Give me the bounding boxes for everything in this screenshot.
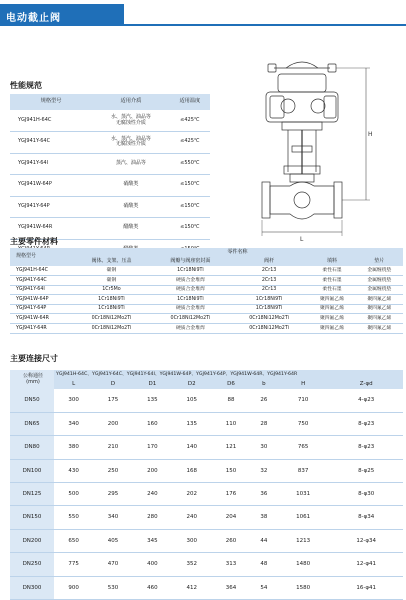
cell-dimension: 295 bbox=[93, 483, 132, 506]
cell-dimension: 26 bbox=[251, 389, 277, 412]
table-row bbox=[10, 576, 403, 599]
parts-section-title: 主要零件材料 bbox=[10, 237, 58, 246]
table-row bbox=[10, 285, 403, 295]
cell-nominal-diameter: DN150 bbox=[10, 506, 54, 529]
cell-dimension: 160 bbox=[133, 412, 172, 435]
performance-header-row bbox=[10, 94, 210, 110]
cell-dimension: 38 bbox=[251, 506, 277, 529]
table-row bbox=[10, 304, 403, 314]
cell-medium: 醋酸类 bbox=[92, 218, 170, 240]
cell-medium: 水、蒸汽、油品等 无腐蚀性介质 bbox=[92, 132, 170, 154]
cell-dimension: 1061 bbox=[277, 506, 329, 529]
col-dim-3: D2 bbox=[172, 379, 211, 389]
cell-medium: 硝酸类 bbox=[92, 175, 170, 197]
table-row bbox=[10, 483, 403, 506]
col-dim-4: D6 bbox=[211, 379, 250, 389]
page-title: 电动截止阀 bbox=[6, 13, 61, 24]
cell-dimension: 202 bbox=[172, 483, 211, 506]
cell-dimension: 412 bbox=[172, 576, 211, 599]
col-temperature: 适用温度 bbox=[170, 94, 210, 110]
cell-medium: 蒸汽、油品等 bbox=[92, 153, 170, 175]
valve-drawing bbox=[216, 48, 392, 244]
col-dim-6: H bbox=[277, 379, 329, 389]
col-dim-5: b bbox=[251, 379, 277, 389]
cell-sealing: 1Cr18Ni9Ti bbox=[151, 295, 230, 305]
cell-sealing: 硬质合金堆焊 bbox=[151, 324, 230, 334]
cell-body: 碳钢 bbox=[72, 276, 151, 286]
cell-dimension: 1580 bbox=[277, 576, 329, 599]
cell-nominal-diameter: DN250 bbox=[10, 553, 54, 576]
cell-dimension: 460 bbox=[133, 576, 172, 599]
cell-dimension: 340 bbox=[54, 412, 93, 435]
dimensions-section-title: 主要连接尺寸 bbox=[10, 354, 58, 363]
cell-sealing: 硬质合金堆焊 bbox=[151, 276, 230, 286]
cell-dimension: 340 bbox=[93, 506, 132, 529]
handwheel-arc bbox=[286, 62, 318, 68]
cell-dimension: 500 bbox=[54, 483, 93, 506]
cell-dimension: 16-φ41 bbox=[329, 576, 403, 599]
actuator-top bbox=[278, 74, 326, 92]
col-gasket: 垫片 bbox=[356, 257, 403, 266]
cell-dimension: 54 bbox=[251, 576, 277, 599]
cell-dimension: 12-φ41 bbox=[329, 553, 403, 576]
cell-dimension: 36 bbox=[251, 483, 277, 506]
cell-dimension: 405 bbox=[93, 529, 132, 552]
table-row bbox=[10, 314, 403, 324]
cell-dimension: 121 bbox=[211, 436, 250, 459]
cell-medium: 硝酸类 bbox=[92, 196, 170, 218]
cell-dimension: 8-φ30 bbox=[329, 483, 403, 506]
cell-gasket: 聚四氟乙烯 bbox=[356, 324, 403, 334]
parts-body bbox=[10, 266, 403, 333]
table-row bbox=[10, 436, 403, 459]
cell-model: YGJ941Y-64I bbox=[10, 153, 92, 175]
cell-dimension: 150 bbox=[211, 459, 250, 482]
dimensions-models-row bbox=[10, 370, 403, 379]
cell-dimension: 200 bbox=[133, 459, 172, 482]
actuator-motor-right bbox=[324, 96, 336, 118]
table-row bbox=[10, 389, 403, 412]
cell-dimension: 200 bbox=[93, 412, 132, 435]
cell-temperature: ≤150℃ bbox=[170, 218, 210, 240]
cell-dimension: 550 bbox=[54, 506, 93, 529]
col-nominal-diameter: 公称通径 (mm) bbox=[10, 370, 54, 389]
cell-body: 碳钢 bbox=[72, 266, 151, 276]
cell-dimension: 8-φ34 bbox=[329, 506, 403, 529]
parts-group-row bbox=[10, 248, 403, 257]
table-row bbox=[10, 412, 403, 435]
cell-dimension: 345 bbox=[133, 529, 172, 552]
cell-dimension: 204 bbox=[211, 506, 250, 529]
cell-dimension: 1031 bbox=[277, 483, 329, 506]
cell-dimension: 775 bbox=[54, 553, 93, 576]
cell-dimension: 105 bbox=[172, 389, 211, 412]
cell-sealing: 1Cr18Ni9Ti bbox=[151, 266, 230, 276]
cell-dimension: 530 bbox=[93, 576, 132, 599]
col-packing: 填料 bbox=[308, 257, 355, 266]
cell-dimension: 135 bbox=[133, 389, 172, 412]
cell-dimension: 140 bbox=[172, 436, 211, 459]
table-row bbox=[10, 295, 403, 305]
cell-model: YGJ941W-64R bbox=[10, 314, 72, 324]
cell-dimension: 400 bbox=[133, 553, 172, 576]
cell-temperature: ≤550℃ bbox=[170, 153, 210, 175]
cell-model: YGJ941Y-64P bbox=[10, 196, 92, 218]
cell-stem: 1Cr18Ni9Ti bbox=[230, 295, 308, 305]
cell-dimension: 8-φ25 bbox=[329, 459, 403, 482]
cell-packing: 柔性石墨 bbox=[308, 285, 355, 295]
cell-gasket: 聚四氟乙烯 bbox=[356, 295, 403, 305]
cell-dimension: 170 bbox=[133, 436, 172, 459]
actuator-motor-left bbox=[270, 96, 284, 118]
cell-stem: 1Cr18Ni9Ti bbox=[230, 304, 308, 314]
parts-table bbox=[10, 248, 403, 334]
cell-nominal-diameter: DN65 bbox=[10, 412, 54, 435]
cell-dimension: 175 bbox=[93, 389, 132, 412]
col-dim-2: D1 bbox=[133, 379, 172, 389]
performance-section-title: 性能规范 bbox=[10, 81, 42, 90]
cell-body: 1Cr5Mo bbox=[72, 285, 151, 295]
cell-dimension: 280 bbox=[133, 506, 172, 529]
col-medium: 适用介质 bbox=[92, 94, 170, 110]
table-row bbox=[10, 132, 210, 154]
cell-dimension: 48 bbox=[251, 553, 277, 576]
cell-dimension: 650 bbox=[54, 529, 93, 552]
cell-model: YGJ941Y-64C bbox=[10, 276, 72, 286]
cell-gasket: 金属缠绕垫 bbox=[356, 276, 403, 286]
cell-sealing: 硬质合金堆焊 bbox=[151, 285, 230, 295]
cell-dimension: 364 bbox=[211, 576, 250, 599]
cell-nominal-diameter: DN100 bbox=[10, 459, 54, 482]
valve-body bbox=[270, 182, 334, 219]
cell-dimension: 168 bbox=[172, 459, 211, 482]
cell-stem: 2Cr13 bbox=[230, 266, 308, 276]
cell-dimension: 765 bbox=[277, 436, 329, 459]
cell-dimension: 260 bbox=[211, 529, 250, 552]
cell-gasket: 聚四氟乙烯 bbox=[356, 304, 403, 314]
table-row bbox=[10, 153, 210, 175]
cell-dimension: 8-φ23 bbox=[329, 412, 403, 435]
cell-model: YGJ941Y-64R bbox=[10, 324, 72, 334]
cell-model: YGJ941W-64R bbox=[10, 218, 92, 240]
col-sealing: 阀瓣与阀座密封面 bbox=[151, 257, 230, 266]
cell-nominal-diameter: DN80 bbox=[10, 436, 54, 459]
cell-dimension: 44 bbox=[251, 529, 277, 552]
actuator-gear-left bbox=[281, 99, 295, 113]
table-row bbox=[10, 196, 210, 218]
cell-dimension: 240 bbox=[172, 506, 211, 529]
cell-dimension: 750 bbox=[277, 412, 329, 435]
cell-dimension: 470 bbox=[93, 553, 132, 576]
table-row bbox=[10, 276, 403, 286]
dimension-l-label: L bbox=[300, 236, 304, 243]
table-row bbox=[10, 529, 403, 552]
cell-model: YGJ941H-64C bbox=[10, 110, 92, 132]
cell-sealing: 硬质合金堆焊 bbox=[151, 304, 230, 314]
table-row bbox=[10, 110, 210, 132]
table-row bbox=[10, 506, 403, 529]
cell-body: 1Cr18Ni9Ti bbox=[72, 295, 151, 305]
cell-temperature: ≤425℃ bbox=[170, 132, 210, 154]
cell-dimension: 176 bbox=[211, 483, 250, 506]
col-model: 规格型号 bbox=[10, 248, 72, 266]
cell-dimension: 300 bbox=[172, 529, 211, 552]
cell-dimension: 32 bbox=[251, 459, 277, 482]
cell-nominal-diameter: DN125 bbox=[10, 483, 54, 506]
dimensions-table bbox=[10, 370, 403, 600]
col-dim-0: L bbox=[54, 379, 93, 389]
cell-model: YGJ941W-64P bbox=[10, 175, 92, 197]
cell-packing: 柔性石墨 bbox=[308, 266, 355, 276]
cell-dimension: 210 bbox=[93, 436, 132, 459]
cell-medium: 水、蒸汽、油品等 无腐蚀性介质 bbox=[92, 110, 170, 132]
cell-stem: 0Cr18Ni12Mo2Ti bbox=[230, 324, 308, 334]
cell-stem: 2Cr13 bbox=[230, 276, 308, 286]
cell-dimension: 12-φ34 bbox=[329, 529, 403, 552]
cell-dimension: 313 bbox=[211, 553, 250, 576]
body-seat bbox=[294, 192, 310, 208]
cell-dimension: 300 bbox=[54, 389, 93, 412]
cell-dimension: 135 bbox=[172, 412, 211, 435]
cell-dimension: 1213 bbox=[277, 529, 329, 552]
cell-model: YGJ941W-64P bbox=[10, 295, 72, 305]
table-row bbox=[10, 459, 403, 482]
cell-dimension: 28 bbox=[251, 412, 277, 435]
cell-temperature: ≤150℃ bbox=[170, 175, 210, 197]
dimension-h-label: H bbox=[368, 131, 373, 138]
cell-model: YGJ941Y-64P bbox=[10, 304, 72, 314]
cell-gasket: 聚四氟乙烯 bbox=[356, 314, 403, 324]
cell-temperature: ≤150℃ bbox=[170, 196, 210, 218]
cell-packing: 聚四氟乙烯 bbox=[308, 324, 355, 334]
bonnet bbox=[290, 174, 314, 182]
cell-temperature: ≤425℃ bbox=[170, 110, 210, 132]
cell-dimension: 380 bbox=[54, 436, 93, 459]
dimensions-models-line: YGJ941H-64C、YGJ941Y-64C、YGJ941Y-64I、YGJ941W-64P、YGJ941Y-64P、YGJ941W-64R、YGJ941Y-64R bbox=[54, 370, 403, 379]
actuator-body bbox=[266, 92, 338, 122]
cell-dimension: 710 bbox=[277, 389, 329, 412]
cell-gasket: 金属缠绕垫 bbox=[356, 285, 403, 295]
cell-packing: 聚四氟乙烯 bbox=[308, 314, 355, 324]
cell-packing: 柔性石墨 bbox=[308, 276, 355, 286]
col-model: 规格型号 bbox=[10, 94, 92, 110]
cell-dimension: 110 bbox=[211, 412, 250, 435]
col-body: 阀体、支架、压盖 bbox=[72, 257, 151, 266]
cell-nominal-diameter: DN200 bbox=[10, 529, 54, 552]
table-row bbox=[10, 266, 403, 276]
flange-right bbox=[334, 182, 342, 218]
cell-nominal-diameter: DN50 bbox=[10, 389, 54, 412]
banner-rule bbox=[124, 24, 406, 26]
actuator-base bbox=[282, 122, 322, 130]
cell-dimension: 240 bbox=[133, 483, 172, 506]
cell-model: YGJ941H-64C bbox=[10, 266, 72, 276]
flange-left bbox=[262, 182, 270, 218]
cell-body: 0Cr18Ni12Mo2Ti bbox=[72, 314, 151, 324]
cell-dimension: 8-φ23 bbox=[329, 436, 403, 459]
cell-dimension: 430 bbox=[54, 459, 93, 482]
cell-body: 1Cr18Ni9Ti bbox=[72, 304, 151, 314]
cell-nominal-diameter: DN300 bbox=[10, 576, 54, 599]
parts-group-header: 零件名称 bbox=[72, 248, 403, 257]
cell-model: YGJ941Y-64C bbox=[10, 132, 92, 154]
cell-packing: 聚四氟乙烯 bbox=[308, 304, 355, 314]
col-stem: 阀杆 bbox=[230, 257, 308, 266]
cell-model: YGJ941Y-64I bbox=[10, 285, 72, 295]
col-dim-7: Z-φd bbox=[329, 379, 403, 389]
cell-dimension: 837 bbox=[277, 459, 329, 482]
dimensions-body bbox=[10, 389, 403, 600]
cell-dimension: 900 bbox=[54, 576, 93, 599]
cell-packing: 聚四氟乙烯 bbox=[308, 295, 355, 305]
table-row bbox=[10, 175, 210, 197]
page-banner bbox=[0, 4, 406, 26]
cell-dimension: 250 bbox=[93, 459, 132, 482]
cell-stem: 0Cr18Ni12Mo2Ti bbox=[230, 314, 308, 324]
cell-body: 0Cr18Ni12Mo2Ti bbox=[72, 324, 151, 334]
cell-sealing: 0Cr18Ni12Mo2Ti bbox=[151, 314, 230, 324]
col-dim-1: D bbox=[93, 379, 132, 389]
cell-dimension: 88 bbox=[211, 389, 250, 412]
cell-gasket: 金属缠绕垫 bbox=[356, 266, 403, 276]
actuator-gear-right bbox=[311, 99, 325, 113]
dimensions-header-row bbox=[10, 379, 403, 389]
cell-dimension: 4-φ23 bbox=[329, 389, 403, 412]
cell-dimension: 1480 bbox=[277, 553, 329, 576]
cell-stem: 2Cr13 bbox=[230, 285, 308, 295]
table-row bbox=[10, 324, 403, 334]
cell-dimension: 352 bbox=[172, 553, 211, 576]
cell-dimension: 30 bbox=[251, 436, 277, 459]
table-row bbox=[10, 553, 403, 576]
